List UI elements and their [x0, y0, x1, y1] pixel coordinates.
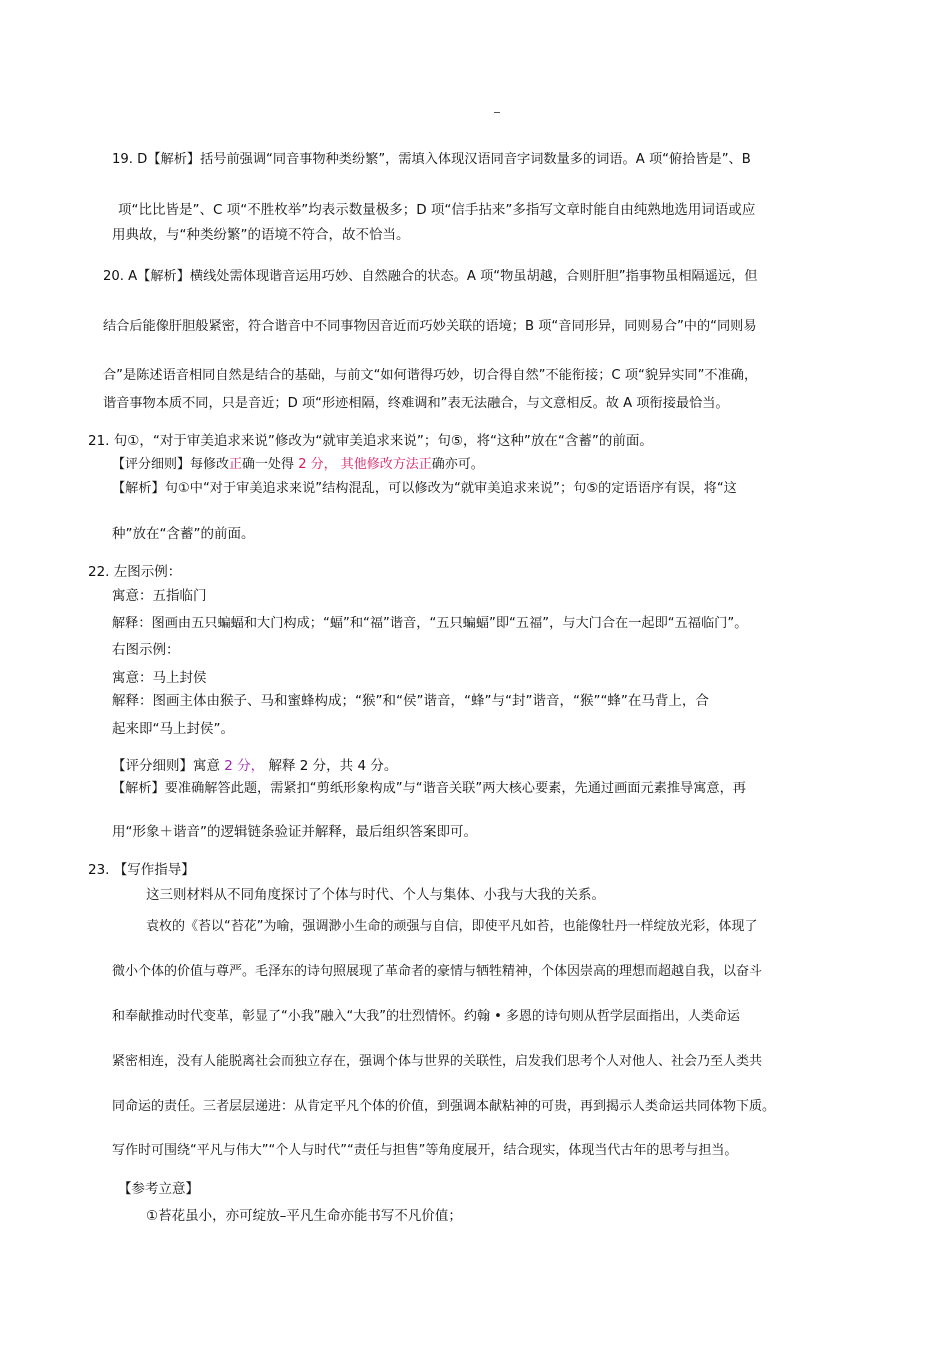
q21-analysis-2: 种”放在“含蓄”的前面。 [112, 526, 255, 542]
q22-analysis-2: 用“形象＋谐音”的逻辑链条验证并解释，最后组织答案即可。 [112, 824, 477, 840]
q20-line-4: 谐音事物本质不同，只是音近；D 项“形迹相隔，终难调和”表无法融合，与文意相反。故 A 项衔接最恰当。 [103, 396, 729, 411]
header-mark [494, 112, 500, 113]
q20-line-1: 20. A【解析】横线处需体现谐音运用巧妙、自然融合的状态。A 项“物虽胡越，合则肝胆”指事物虽相隔遥远，但 [103, 269, 758, 284]
q22-explain-left: 解释：图画由五只蝙蝠和大门构成；“蝠”和“福”谐音，“五只蝙蝠”即“五福”，与大门合在一起即“五福临门”。 [112, 616, 748, 631]
q23-head: 23. 【写作指导】 [88, 862, 195, 878]
q23-ref-head: 【参考立意】 [118, 1181, 199, 1197]
q22-analysis-1: 【解析】要准确解答此题，需紧扣“剪纸形象构成”与“谐音关联”两大核心要素，先通过画面元素推导寓意，再 [112, 781, 746, 796]
q21-answer: 21. 句①，“对于审美追求来说”修改为“就审美追求来说”；句⑤，将“这种”放在“含蓄”的前面。 [88, 433, 653, 449]
q19-line-1: 19. D【解析】括号前强调“同音事物种类纷繁”，需填入体现汉语同音字词数量多的词语。A 项“俯拾皆是”、B [112, 152, 751, 167]
q22-score-rule: 【评分细则】寓意 2 分， 解释 2 分，共 4 分。 [112, 758, 398, 774]
q21-analysis-1: 【解析】句①中“对于审美追求来说”结构混乱，可以修改为“就审美追求来说”；句⑤的定语语序有误，将“这 [112, 481, 737, 496]
q23-ref-1: ①苔花虽小，亦可绽放–平凡生命亦能书写不凡价值； [146, 1208, 462, 1224]
q19-line-3: 用典故，与“种类纷繁”的语境不符合，故不恰当。 [112, 227, 410, 243]
q22-head: 22. 左图示例： [88, 564, 182, 580]
q21-score-rule: 【评分细则】每修改正确一处得 2 分， 其他修改方法正确亦可。 [112, 457, 484, 472]
q23-line-3: 微小个体的价值与尊严。毛泽东的诗句照展现了革命者的豪情与牺牲精神，个体因崇高的理想而超越自我，以奋斗 [112, 964, 763, 979]
q20-line-2: 结合后能像肝胆般紧密，符合谐音中不同事物因音近而巧妙关联的语境；B 项“音同形异，同则易合”中的“同则易 [103, 319, 757, 334]
q23-line-5: 紧密相连，没有人能脱离社会而独立存在，强调个体与世界的关联性，启发我们思考个人对他人、社会乃至人类共 [112, 1054, 763, 1069]
q22-explain-right: 解释：图画主体由猴子、马和蜜蜂构成；“猴”和“侯”谐音，“蜂”与“封”谐音，“猴”“蜂”在马背上，合 [112, 693, 709, 709]
q20-line-3: 合”是陈述语音相同自然是结合的基础，与前文“如何谐得巧妙，切合得自然”不能衔接；C 项“貌异实同”不准确， [103, 368, 758, 383]
q19-line-2: 项“比比皆是”、C 项“不胜枚举”均表示数量极多；D 项“信手拈来”多指写文章时能自由纯熟地选用词语或应 [118, 202, 756, 218]
q23-line-2: 袁枚的《苔以“苔花”为喻，强调渺小生命的顽强与自信，即使平凡如苔，也能像牡丹一样绽放光彩，体现了 [146, 919, 758, 934]
q23-line-4: 和奉献推动时代变革，彰显了“小我”融入“大我”的壮烈情怀。约翰 • 多恩的诗句则从哲学层面指出，人类命运 [112, 1009, 740, 1024]
q22-right-example: 右图示例： [112, 642, 180, 658]
q23-line-6: 同命运的责任。三者层层递进：从肯定平凡个体的价值，到强调本献粘神的可贵，再到揭示人类命运共同体物下质。 [112, 1099, 776, 1114]
q22-meaning-right: 寓意：马上封侯 [112, 670, 207, 686]
q23-line-1: 这三则材料从不同角度探讨了个体与时代、个人与集体、小我与大我的关系。 [146, 887, 605, 903]
q23-line-7: 写作时可围绕“平凡与伟大”“个人与时代”“责任与担售”等角度展开，结合现实，体现当代古年的思考与担当。 [112, 1143, 738, 1158]
q22-explain-right-2: 起来即“马上封侯”。 [112, 721, 234, 737]
q22-meaning-left: 寓意：五指临门 [112, 588, 207, 604]
